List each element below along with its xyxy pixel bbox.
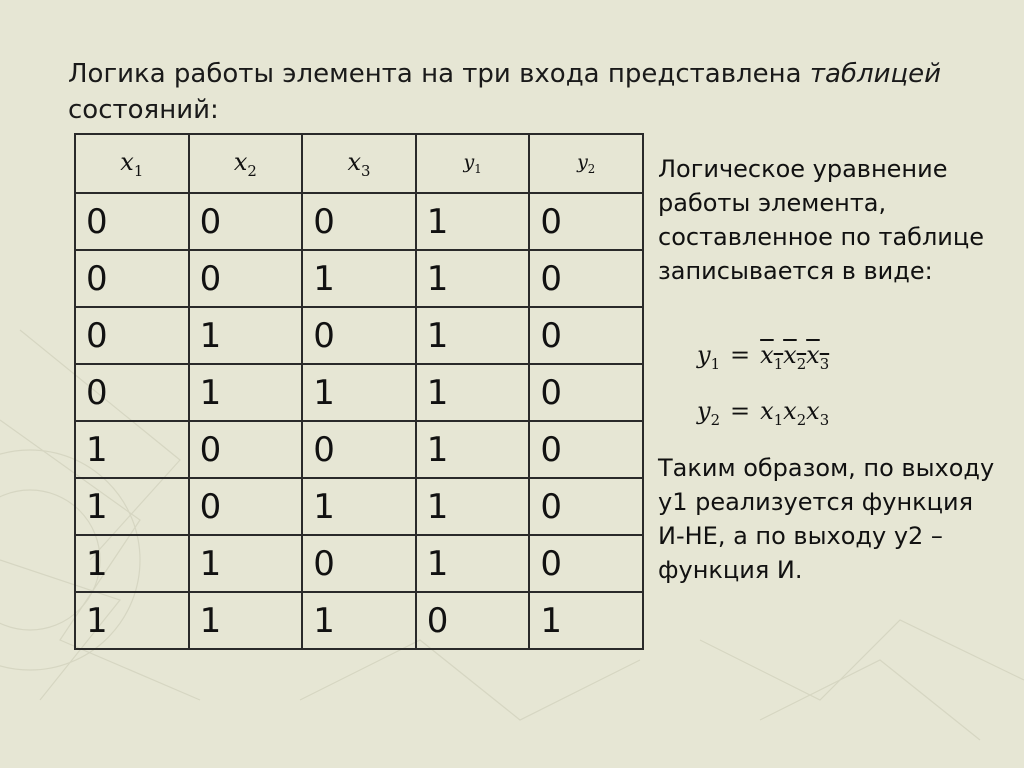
table-cell: 0 — [529, 421, 643, 478]
table-cell: 0 — [189, 421, 303, 478]
table-cell: 1 — [75, 535, 189, 592]
slide-title — [68, 56, 968, 128]
conclusion-text: Таким образом, по выходу y1 реализуется функция И-НЕ, а по выходу y2 – функция И. — [658, 454, 995, 584]
column-header-y1: $y_1$ — [416, 134, 530, 193]
table-cell: 1 — [416, 250, 530, 307]
table-cell: 0 — [75, 364, 189, 421]
table-cell: 1 — [189, 307, 303, 364]
table-cell: 1 — [302, 364, 416, 421]
formula-y1 — [697, 341, 829, 373]
table-cell: 1 — [416, 421, 530, 478]
table-cell: 1 — [189, 535, 303, 592]
table-cell: 0 — [75, 193, 189, 250]
table-cell: 0 — [416, 592, 530, 649]
formula-y1-lhs: $y_1$ — [697, 341, 721, 373]
table-row — [75, 193, 643, 250]
table-row — [75, 250, 643, 307]
table-cell: 1 — [302, 592, 416, 649]
table-cell: 0 — [302, 535, 416, 592]
table-cell: 0 — [302, 193, 416, 250]
formula-y2 — [697, 397, 829, 429]
title-italic-text: таблицей — [809, 59, 942, 89]
formula-y1-equals: = — [730, 341, 751, 369]
table-row — [75, 592, 643, 649]
table-row — [75, 421, 643, 478]
table-cell: 0 — [529, 535, 643, 592]
table-cell: 1 — [416, 364, 530, 421]
table-row — [75, 478, 643, 535]
column-header-x1: $x_1$ — [75, 134, 189, 193]
table-cell: 0 — [302, 307, 416, 364]
title-text: Логика работы элемента на три входа представлена — [68, 59, 810, 89]
formula-y1-rhs: $x_1x_2x_3$ — [760, 341, 830, 373]
table-cell: 1 — [302, 250, 416, 307]
table-cell: 0 — [189, 250, 303, 307]
table-cell: 0 — [302, 421, 416, 478]
truth-table-header-row — [75, 134, 643, 193]
table-cell: 1 — [416, 478, 530, 535]
table-row — [75, 307, 643, 364]
table-cell: 0 — [529, 250, 643, 307]
table-cell: 1 — [416, 535, 530, 592]
truth-table-body — [75, 193, 643, 649]
table-cell: 0 — [529, 364, 643, 421]
table-cell: 1 — [75, 478, 189, 535]
table-cell: 0 — [189, 478, 303, 535]
table-cell: 0 — [75, 307, 189, 364]
table-row — [75, 364, 643, 421]
table-cell: 1 — [189, 364, 303, 421]
formula-y2-rhs: $x_1x_2x_3$ — [760, 397, 830, 429]
formula-y2-lhs: $y_2$ — [697, 397, 721, 429]
table-cell: 1 — [75, 421, 189, 478]
table-cell: 1 — [189, 592, 303, 649]
table-cell: 1 — [75, 592, 189, 649]
title-line2: состояний: — [68, 95, 219, 125]
equation-description: Логическое уравнение работы элемента, составленное по таблице записывается в виде: — [658, 155, 985, 285]
table-cell: 0 — [529, 193, 643, 250]
column-header-x2: $x_2$ — [189, 134, 303, 193]
table-cell: 1 — [416, 193, 530, 250]
column-header-y2: $y_2$ — [529, 134, 643, 193]
table-cell: 0 — [189, 193, 303, 250]
table-cell: 0 — [529, 307, 643, 364]
column-header-x3: $x_3$ — [302, 134, 416, 193]
table-row — [75, 535, 643, 592]
table-cell: 1 — [302, 478, 416, 535]
table-cell: 0 — [75, 250, 189, 307]
table-cell: 1 — [416, 307, 530, 364]
formula-y2-equals: = — [730, 397, 751, 425]
table-cell: 1 — [529, 592, 643, 649]
truth-table — [74, 133, 644, 650]
table-cell: 0 — [529, 478, 643, 535]
